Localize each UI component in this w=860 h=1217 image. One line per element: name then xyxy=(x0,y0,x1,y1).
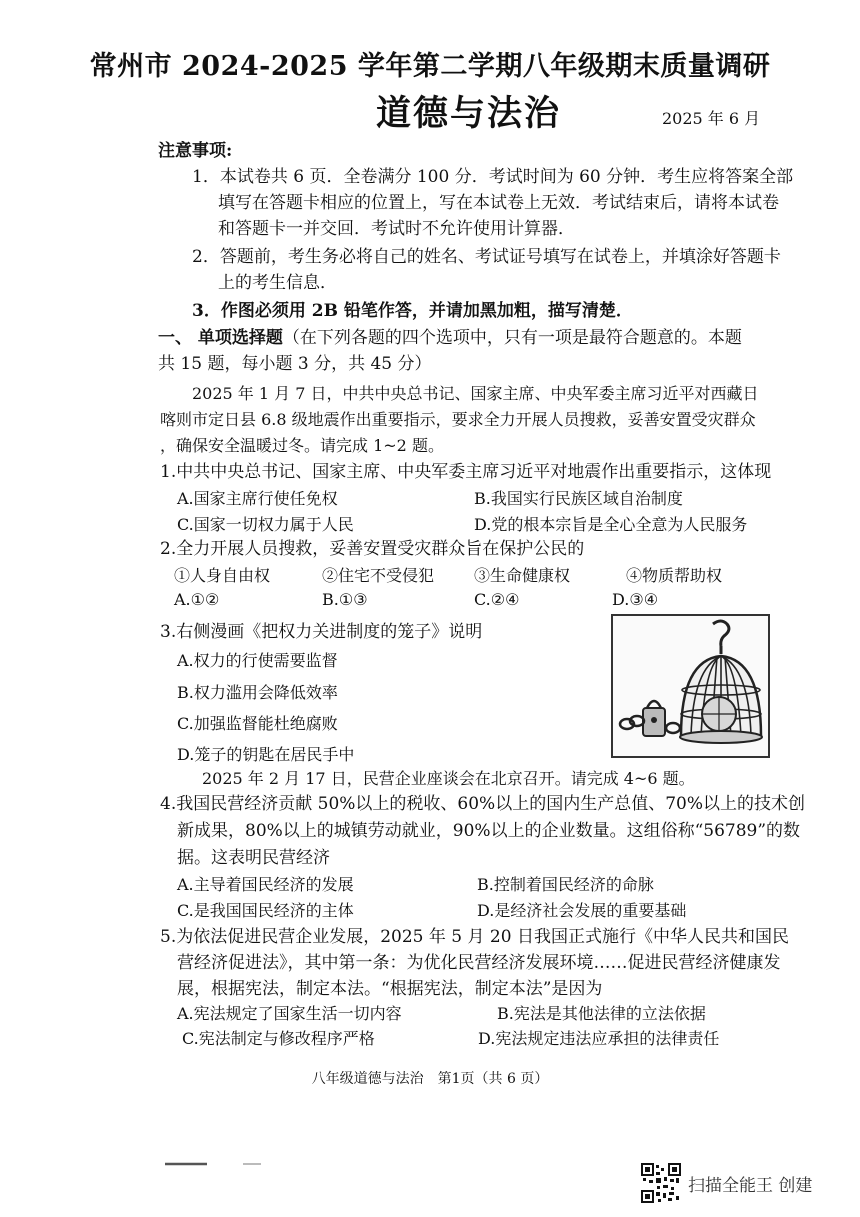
notice-item: 填写在答题卡相应的位置上，写在本试卷上无效．考试结束后，请将本试卷 xyxy=(218,193,779,213)
scan-artifact xyxy=(165,1152,265,1158)
q1-option-c: C.国家一切权力属于人民 xyxy=(177,515,354,534)
material-line: 2025 年 1 月 7 日，中共中央总书记、国家主席、中央军委主席习近平对西藏日 xyxy=(192,384,759,403)
question-3-stem: 3.右侧漫画《把权力关进制度的笼子》说明 xyxy=(160,622,483,642)
question-5-stem: 营经济促进法》，其中第一条：为优化民营经济发展环境……促进民营经济健康发 xyxy=(177,953,781,973)
section-desc-2: 共 15 题，每小题 3 分，共 45 分） xyxy=(158,354,432,374)
notice-item: 1．本试卷共 6 页．全卷满分 100 分．考试时间为 60 分钟．考生应将答案全部 xyxy=(192,167,794,187)
notice-item: 3．作图必须用 2B 铅笔作答，并请加黑加粗，描写清楚． xyxy=(192,301,633,321)
notice-item: 2．答题前，考生务必将自己的姓名、考试证号填写在试卷上，并填涂好答题卡 xyxy=(192,247,781,267)
qr-code-icon xyxy=(641,1163,681,1203)
material-line: ，确保安全温暖过冬。请完成 1~2 题。 xyxy=(160,436,444,455)
subject-title: 道德与法治 xyxy=(376,93,562,134)
q1-option-a: A.国家主席行使任免权 xyxy=(177,489,338,508)
notice-item: 上的考生信息． xyxy=(218,273,337,293)
q2-option-b: B.①③ xyxy=(322,590,368,609)
q2-item: ③生命健康权 xyxy=(474,566,571,585)
question-2-stem: 2.全力开展人员搜救，妥善安置受灾群众旨在保护公民的 xyxy=(160,539,585,559)
question-5-stem: 5.为依法促进民营企业发展，2025 年 5 月 20 日我国正式施行《中华人民共和国民 xyxy=(160,927,789,947)
exam-date: 2025 年 6 月 xyxy=(662,109,761,128)
question-4-stem: 新成果，80%以上的城镇劳动就业，90%以上的企业数量。这组俗称“56789”的数 xyxy=(177,821,801,841)
q3-option-d: D.笼子的钥匙在居民手中 xyxy=(177,745,355,764)
question-4-stem: 4.我国民营经济贡献 50%以上的税收、60%以上的国内生产总值、70%以上的技术创 xyxy=(160,794,805,814)
q1-option-b: B.我国实行民族区域自治制度 xyxy=(474,489,683,508)
q2-item: ②住宅不受侵犯 xyxy=(322,566,435,585)
material-2: 2025 年 2 月 17 日，民营企业座谈会在北京召开。请完成 4~6 题。 xyxy=(202,769,695,788)
notice-item: 和答题卡一并交回．考试时不允许使用计算器． xyxy=(218,219,575,239)
question-5-stem: 展，根据宪法，制定本法。“根据宪法，制定本法”是因为 xyxy=(177,979,603,999)
question-1-stem: 1.中共中央总书记、国家主席、中央军委主席习近平对地震作出重要指示，这体现 xyxy=(160,462,772,482)
q2-option-c: C.②④ xyxy=(474,590,520,609)
question-4-stem: 据。这表明民营经济 xyxy=(177,848,330,868)
q2-option-d: D.③④ xyxy=(612,590,659,609)
section-label: 一、 单项选择题 xyxy=(158,328,283,348)
q5-option-d: D.宪法规定违法应承担的法律责任 xyxy=(478,1029,720,1048)
q2-item: ④物质帮助权 xyxy=(626,566,723,585)
notice-heading: 注意事项: xyxy=(158,141,233,161)
scanner-watermark: 扫描全能王 创建 xyxy=(688,1176,813,1196)
q3-option-c: C.加强监督能杜绝腐败 xyxy=(177,714,338,733)
q3-option-a: A.权力的行使需要监督 xyxy=(177,651,338,670)
q1-option-d: D.党的根本宗旨是全心全意为人民服务 xyxy=(474,515,748,534)
q3-option-b: B.权力滥用会降低效率 xyxy=(177,683,338,702)
q5-option-a: A.宪法规定了国家生活一切内容 xyxy=(177,1004,402,1023)
q2-item: ①人身自由权 xyxy=(174,566,271,585)
q4-option-a: A.主导着国民经济的发展 xyxy=(177,875,354,894)
q5-option-b: B.宪法是其他法律的立法依据 xyxy=(497,1004,706,1023)
section-heading xyxy=(158,325,742,351)
q4-option-c: C.是我国国民经济的主体 xyxy=(177,901,354,920)
q5-option-c: C.宪法制定与修改程序严格 xyxy=(182,1029,375,1048)
exam-title: 常州市 2024-2025 学年第二学期八年级期末质量调研 xyxy=(89,51,771,82)
power-cage-cartoon xyxy=(611,614,770,758)
material-line: 喀则市定日县 6.8 级地震作出重要指示，要求全力开展人员搜救，妥善安置受灾群众 xyxy=(160,410,756,429)
q2-option-a: A.①② xyxy=(174,590,220,609)
section-desc: （在下列各题的四个选项中，只有一项是最符合题意的。本题 xyxy=(282,328,742,348)
page-footer: 八年级道德与法治 第1页（共 6 页） xyxy=(311,1071,549,1087)
q4-option-b: B.控制着国民经济的命脉 xyxy=(477,875,654,894)
q4-option-d: D.是经济社会发展的重要基础 xyxy=(477,901,687,920)
